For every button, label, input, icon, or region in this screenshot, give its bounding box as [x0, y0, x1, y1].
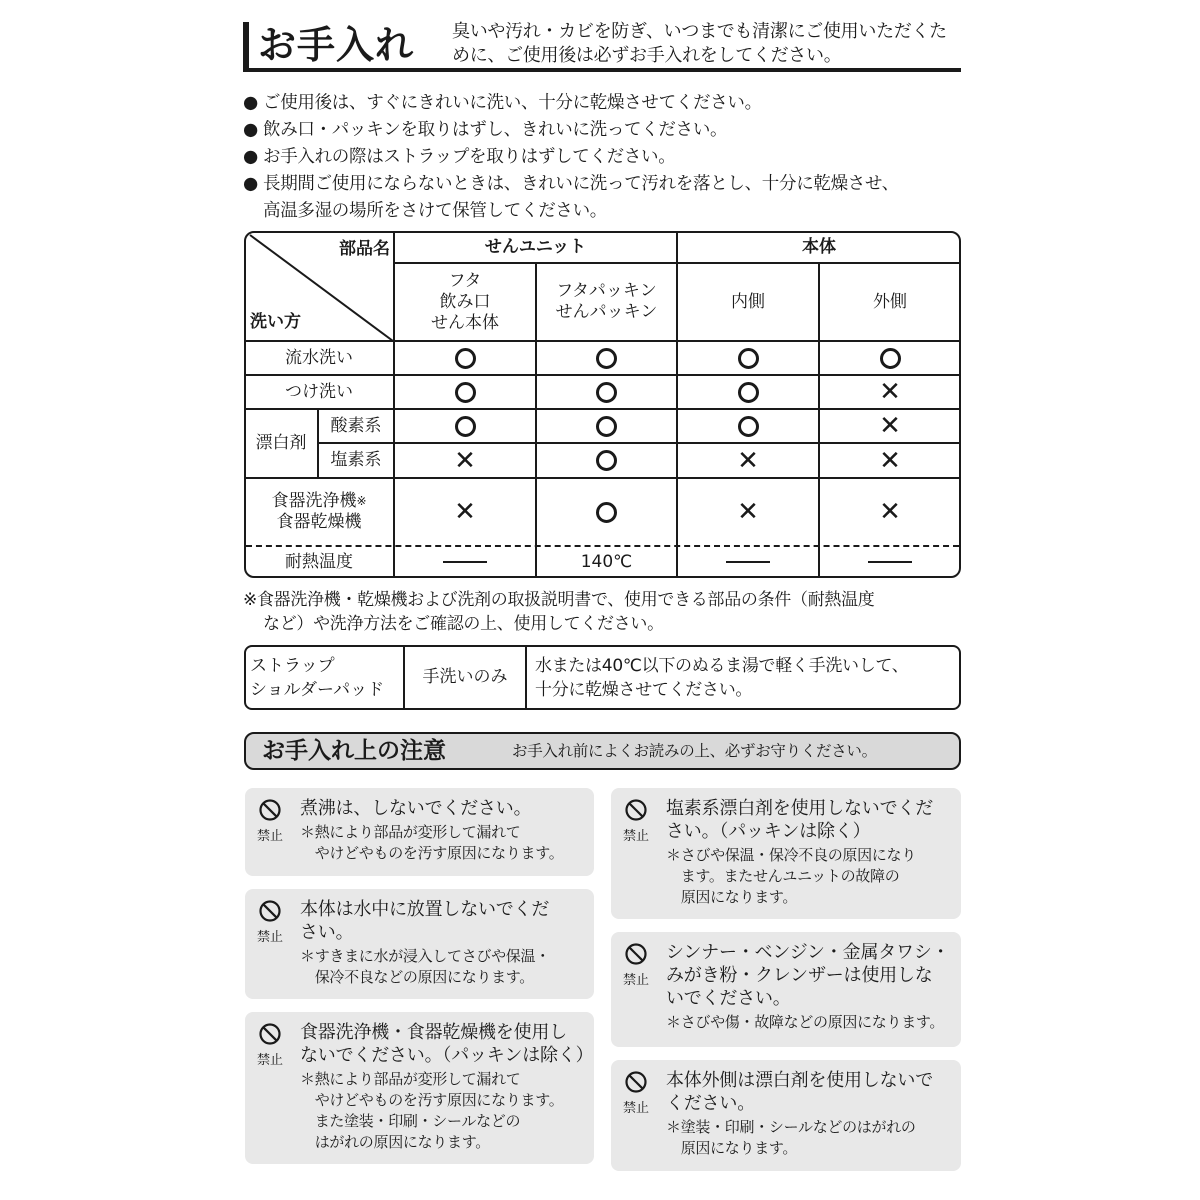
row-label-chlorine: 塩素系 — [330, 450, 382, 470]
cross-icon: ✕ — [454, 497, 476, 527]
list-item: ● 長期間ご使用にならないときは、きれいに洗って汚れを落とし、十分に乾燥させ、 — [243, 171, 963, 198]
caution-item-title: 本体は水中に放置しないでくだ さい。 — [300, 899, 550, 943]
cross-icon: ✕ — [454, 445, 476, 476]
circle-icon — [596, 348, 617, 369]
prohibited-icon — [250, 798, 290, 845]
caution-item-title: シンナー・ベンジン・金属タワシ・ みがき粉・クレンザーは使用しな いでください。 — [666, 942, 950, 1009]
column-header-packing: フタパッキン せんパッキン — [555, 281, 658, 322]
mark-ok — [395, 410, 535, 442]
circle-icon — [596, 502, 617, 523]
table-footnote: ※食器洗浄機・乾燥機および洗剤の取扱説明書で、使用できる部品の条件（耐熱温度 など）や洗浄方法をご確認の上、使用してください。 — [243, 590, 875, 634]
mark-ng — [678, 479, 818, 545]
prohibited-icon — [616, 942, 656, 989]
caution-item-note: ＊塗装・印刷・シールなどのはがれの 原因になります。 — [666, 1118, 916, 1157]
bullet-mark: ● — [243, 174, 258, 194]
corner-label-method: 洗い方 — [250, 311, 301, 332]
prohibited-icon — [616, 1070, 656, 1117]
prohibited-label: 禁止 — [622, 973, 649, 988]
mark-ng — [820, 410, 960, 442]
caution-item-note: ＊熱により部品が変形して漏れて やけどやものを汚す原因になります。 — [300, 823, 564, 862]
cross-icon: ✕ — [879, 445, 901, 476]
circle-icon — [596, 450, 617, 471]
corner-label-parts: 部品名 — [339, 238, 390, 259]
caution-title: お手入れ上の注意 — [262, 738, 446, 764]
cross-icon: ✕ — [879, 377, 901, 407]
row-label-bleach: 漂白剤 — [255, 433, 307, 453]
prohibited-label: 禁止 — [256, 1053, 283, 1068]
circle-icon — [738, 416, 759, 437]
intro-text: 臭いや汚れ・カビを防ぎ、いつまでも清潔にご使用いただくために、ご使用後は必ずお手入れをしてください。 — [452, 21, 947, 66]
mark-ok — [395, 376, 535, 408]
mark-ok — [537, 376, 676, 408]
caution-item-title: 煮沸は、しないでください。 — [300, 798, 532, 819]
bullet-list — [243, 90, 963, 223]
mark-ng — [678, 444, 818, 477]
circle-icon — [596, 416, 617, 437]
caution-item-title: 本体外側は漂白剤を使用しないで ください。 — [666, 1070, 933, 1114]
caution-item-note: ＊さびや保温・保冷不良の原因になり ます。またせんユニットの故障の 原因になります。 — [666, 846, 916, 906]
mark-ng — [820, 444, 960, 477]
mark-ok — [820, 342, 960, 374]
caution-no-bleach-outside — [611, 1060, 961, 1171]
caution-item-note: ＊さびや傷・故障などの原因になります。 — [666, 1013, 945, 1031]
circle-icon — [455, 348, 476, 369]
caution-item-title: 塩素系漂白剤を使用しないでくだ さい。（パッキンは除く） — [666, 798, 933, 842]
heat-value-outside — [820, 547, 960, 577]
bullet-mark: ● — [243, 120, 258, 140]
group-header-body: 本体 — [802, 237, 836, 257]
row-label-dishwasher: 食器洗浄機※ 食器乾燥機 — [271, 491, 367, 532]
header-rule — [243, 68, 961, 72]
mark-ok — [537, 342, 676, 374]
row-label-running-water: 流水洗い — [285, 347, 353, 368]
caution-no-dishwasher — [245, 1012, 594, 1164]
cross-icon: ✕ — [879, 497, 901, 527]
mark-ng — [395, 444, 535, 477]
mark-ok — [678, 410, 818, 442]
mark-ng — [395, 479, 535, 545]
row-label-heat: 耐熱温度 — [285, 551, 353, 572]
mark-ok — [678, 342, 818, 374]
circle-icon — [738, 382, 759, 403]
prohibited-label: 禁止 — [256, 930, 283, 945]
circle-icon — [455, 416, 476, 437]
row-label-soak: つけ洗い — [285, 381, 353, 402]
strap-items: ストラップ ショルダーパッド — [250, 656, 385, 700]
bullet-mark: ● — [243, 93, 258, 113]
prohibited-icon — [250, 899, 290, 946]
group-header-stopper: せんユニット — [484, 237, 587, 257]
caution-no-solvent — [611, 932, 961, 1047]
heat-value-inside — [678, 547, 818, 577]
cross-icon: ✕ — [879, 411, 901, 441]
mark-ok — [537, 410, 676, 442]
mark-ng — [820, 479, 960, 545]
prohibited-label: 禁止 — [622, 1101, 649, 1116]
caution-item-title: 食器洗浄機・食器乾燥機を使用し ないでください。（パッキンは除く） — [300, 1022, 594, 1066]
circle-icon — [880, 348, 901, 369]
list-item: ● 飲み口・パッキンを取りはずし、きれいに洗ってください。 — [243, 117, 963, 144]
bullet-mark: ● — [243, 147, 258, 167]
circle-icon — [738, 348, 759, 369]
prohibited-icon — [250, 1022, 290, 1069]
page-title: お手入れ — [258, 23, 415, 67]
mark-ok — [678, 376, 818, 408]
heat-value-packing: 140℃ — [580, 551, 633, 572]
strap-description: 水または40℃以下のぬるま湯で軽く手洗いして、 十分に乾燥させてください。 — [535, 656, 909, 700]
mark-ok — [395, 342, 535, 374]
mark-ok — [537, 479, 676, 545]
strap-method: 手洗いのみ — [422, 667, 508, 687]
mark-ok — [537, 444, 676, 477]
list-item-continuation: 高温多湿の場所をさけて保管してください。 — [263, 201, 607, 221]
caution-no-submerge — [245, 889, 594, 999]
cross-icon: ✕ — [737, 445, 759, 476]
heat-value-lid — [395, 547, 535, 577]
caution-item-note: ＊すきまに水が浸入してさびや保温・ 保冷不良などの原因になります。 — [300, 947, 550, 986]
prohibited-label: 禁止 — [256, 829, 283, 844]
circle-icon — [596, 382, 617, 403]
prohibited-label: 禁止 — [622, 829, 649, 844]
mark-ng — [820, 376, 960, 408]
caution-no-boil — [245, 788, 594, 876]
caution-item-note: ＊熱により部品が変形して漏れて やけどやものを汚す原因になります。 また塗装・印刷・シールなどの はがれの原因になります。 — [300, 1070, 564, 1151]
circle-icon — [455, 382, 476, 403]
list-item: ● お手入れの際はストラップを取りはずしてください。 — [243, 144, 963, 171]
list-item: ● ご使用後は、すぐにきれいに洗い、十分に乾燥させてください。 — [243, 90, 963, 117]
row-label-oxygen: 酸素系 — [330, 415, 382, 436]
caution-no-chlorine — [611, 788, 961, 919]
prohibited-icon — [616, 798, 656, 845]
column-header-outside: 外側 — [873, 291, 907, 312]
cross-icon: ✕ — [737, 497, 759, 527]
header-accent-bar — [243, 22, 249, 70]
caution-subtitle: お手入れ前によくお読みの上、必ずお守りください。 — [512, 742, 877, 760]
column-header-inside: 内側 — [731, 291, 765, 312]
column-header-lid: フタ 飲み口 せん本体 — [431, 270, 499, 333]
